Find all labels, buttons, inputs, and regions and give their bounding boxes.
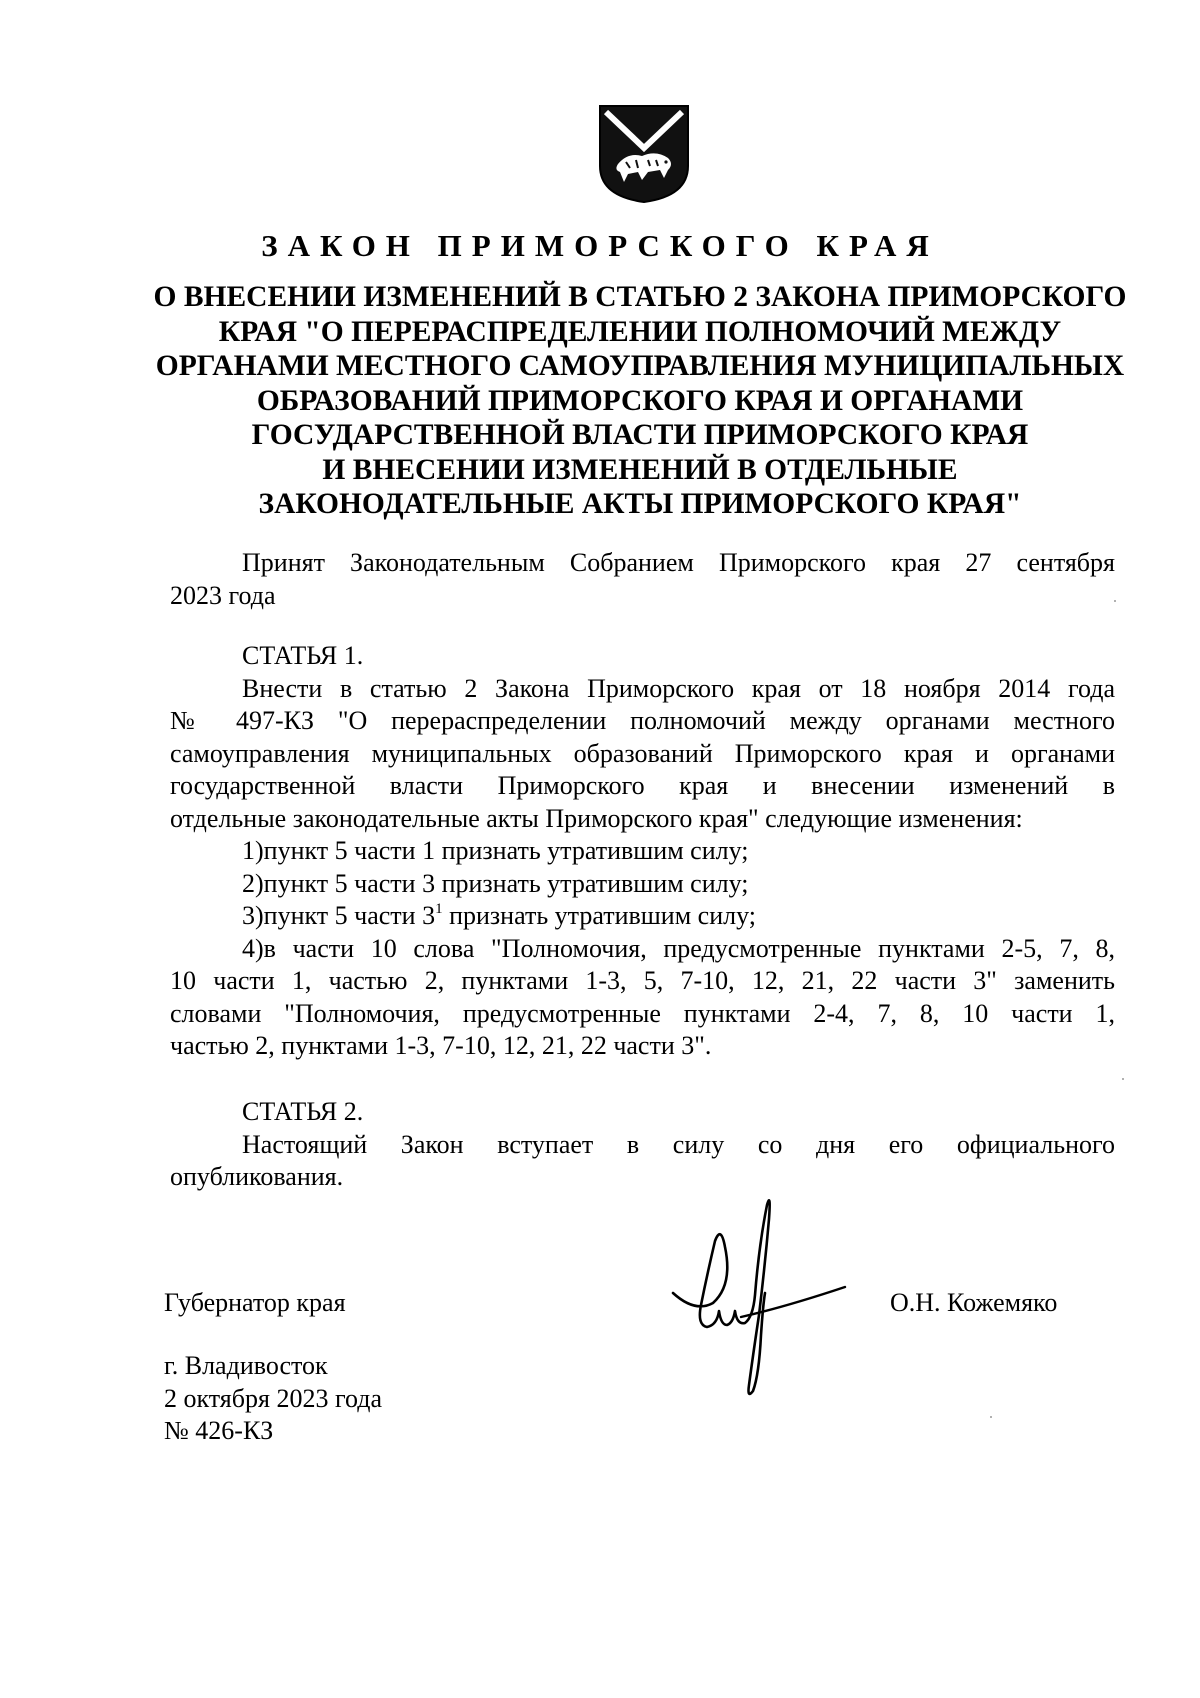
law-heading [150, 280, 1130, 522]
footer-date: 2 октября 2023 года [164, 1383, 382, 1413]
heading-line: О ВНЕСЕНИИ ИЗМЕНЕНИЙ В СТАТЬЮ 2 ЗАКОНА ПРИМОРСКОГО [153, 281, 1127, 313]
heading-line: ОРГАНАМИ МЕСТНОГО САМОУПРАВЛЕНИЯ МУНИЦИПАЛЬНЫХ [155, 350, 1125, 382]
footer-city: г. Владивосток [164, 1351, 328, 1380]
article-1 [170, 640, 1115, 1063]
article-2-text-line: Настоящий Закон вступает в силу со дня его официального [242, 1129, 1115, 1159]
article-1-text-line: Внести в статью 2 Закона Приморского края от 18 ноября 2014 года [242, 673, 1115, 703]
scan-speck [1114, 600, 1116, 602]
signatory-name: О.Н. Кожемяко [890, 1288, 1058, 1317]
item-3-text: 3)пункт 5 части 3 [242, 901, 436, 930]
signatory-position: Губернатор края [164, 1288, 346, 1317]
coat-of-arms-emblem [598, 104, 690, 204]
document-footer [164, 1350, 382, 1448]
heading-line: ОБРАЗОВАНИЙ ПРИМОРСКОГО КРАЯ И ОРГАНАМИ [256, 384, 1024, 417]
article-1-item-4-line: частью 2, пунктами 1-3, 7-10, 12, 21, 22 части 3". [170, 1031, 712, 1060]
article-2-heading: СТАТЬЯ 2. [242, 1097, 364, 1126]
article-2 [170, 1096, 1115, 1194]
adoption-note [170, 547, 1115, 612]
article-1-item-1: 1)пункт 5 части 1 признать утратившим силу; [242, 836, 749, 865]
heading-line: И ВНЕСЕНИИ ИЗМЕНЕНИЙ В ОТДЕЛЬНЫЕ [322, 453, 958, 486]
article-1-item-4-line: 10 части 1, частью 2, пунктами 1-3, 5, 7-10, 12, 21, 22 части 3" заменить [170, 966, 1115, 995]
scan-speck [990, 1416, 992, 1418]
item-3-superscript: 1 [435, 901, 443, 917]
heading-line: ГОСУДАРСТВЕННОЙ ВЛАСТИ ПРИМОРСКОГО КРАЯ [251, 419, 1029, 451]
article-1-text-line: № 497-КЗ "О перераспределении полномочий между органами местного [170, 706, 1115, 735]
adoption-line: Принят Законодательным Собранием Приморского края 27 сентября [242, 548, 1115, 577]
law-title: ЗАКОН ПРИМОРСКОГО КРАЯ [261, 228, 939, 263]
adoption-line: 2023 года [170, 580, 276, 610]
handwritten-signature [655, 1185, 855, 1405]
article-1-item-4-line: словами "Полномочия, предусмотренные пунктами 2-4, 7, 8, 10 части 1, [170, 998, 1115, 1028]
article-1-text-line: отдельные законодательные акты Приморского края" следующие изменения: [170, 803, 1023, 833]
article-1-text-line: государственной власти Приморского края и внесении изменений в [170, 771, 1115, 800]
article-2-text-line: опубликования. [170, 1162, 344, 1191]
scan-speck [1122, 1078, 1124, 1080]
article-1-item-2: 2)пункт 5 части 3 признать утратившим силу; [242, 868, 749, 898]
article-1-heading: СТАТЬЯ 1. [242, 641, 364, 670]
article-1-text-line: самоуправления муниципальных образований Приморского края и органами [170, 738, 1115, 768]
footer-number: № 426-КЗ [164, 1416, 274, 1445]
article-1-item-4-line: 4)в части 10 слова "Полномочия, предусмотренные пунктами 2-5, 7, 8, [242, 933, 1115, 963]
heading-line: КРАЯ "О ПЕРЕРАСПРЕДЕЛЕНИИ ПОЛНОМОЧИЙ МЕЖДУ [218, 315, 1062, 348]
heading-line: ЗАКОНОДАТЕЛЬНЫЕ АКТЫ ПРИМОРСКОГО КРАЯ" [258, 488, 1022, 520]
article-1-item-3 [170, 900, 1115, 933]
item-3-text-end: признать утратившим силу; [442, 901, 756, 930]
